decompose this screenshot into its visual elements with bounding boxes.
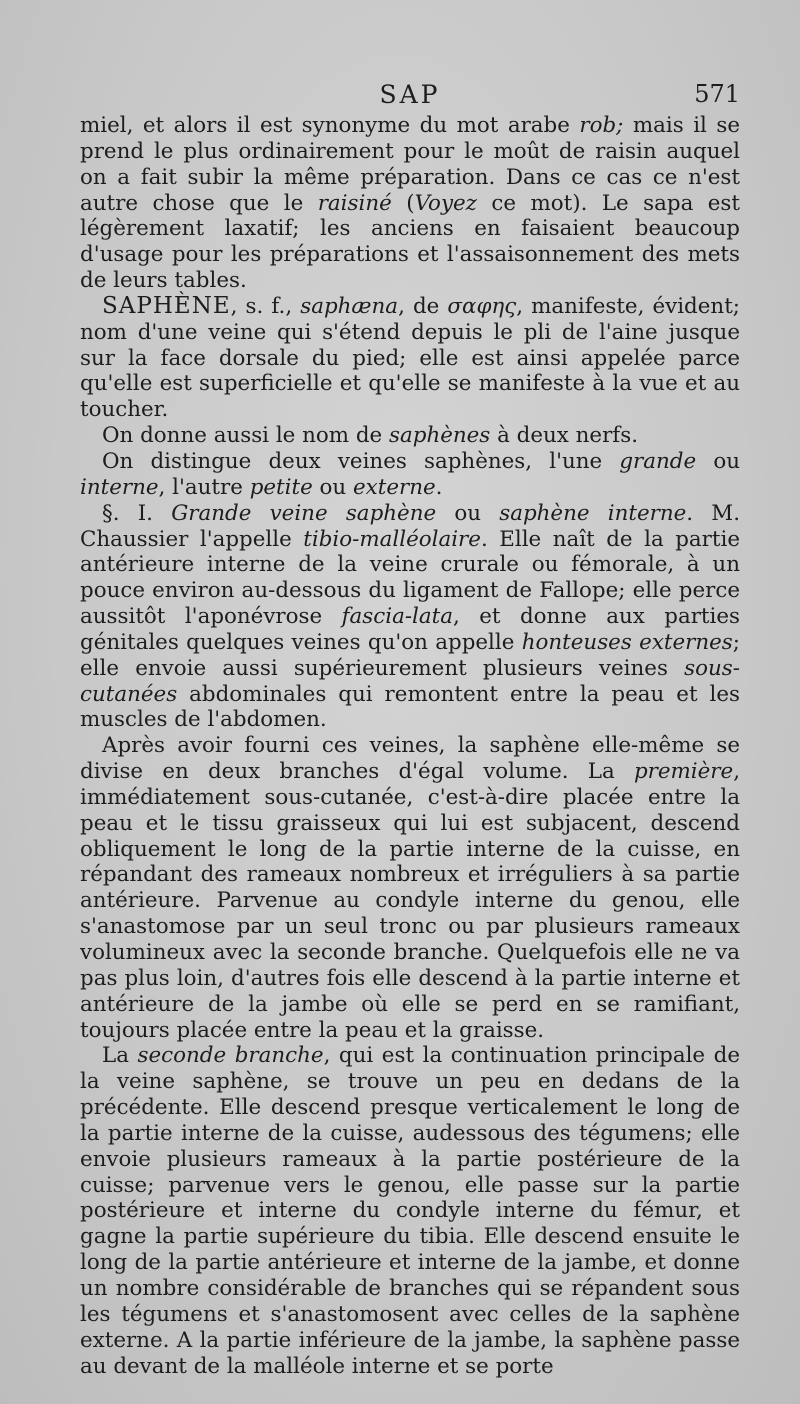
text-run: , l'autre [158,474,250,500]
greek-etymon: σαφης [447,293,517,319]
text-run: On donne aussi le nom de [102,423,390,449]
italic-term: externe [353,474,436,500]
running-head: SAP [379,80,441,109]
text-run: , et donne aux parties génitales quelques veines qu'on appelle [80,604,740,655]
italic-term: Voyez [414,190,477,216]
text-run: , s. f., [230,293,301,319]
paragraph-nerves [80,423,740,449]
italic-term: Grande veine saphène [171,500,437,526]
italic-term: première [633,759,734,785]
text-run: ou [436,500,500,526]
italic-term: sous-cutanées [80,655,740,707]
paragraph-saphene-entry [80,294,740,423]
text-run: . Elle naît de la partie antérieure interne de la veine crurale ou fémorale, à un pouce environ au-dessous du ligament de Fallope; elle perce aussitôt l'aponévrose [80,526,741,630]
italic-term: honteuses externes [521,629,733,655]
italic-term: fascia-lata [341,604,454,630]
paragraph-section-1 [80,501,740,734]
italic-term: rob; [579,113,624,138]
text-run: . M. Chaussier l'appelle [80,500,740,552]
text-run: Après avoir fourni ces veines, la saphène elle-même se divise en deux branches d'égal volume. La [80,733,740,785]
text-run: à deux nerfs. [490,423,638,449]
text-run: §. I. [102,500,172,526]
italic-term: tibio-malléolaire [303,526,481,552]
italic-term: raisiné [317,190,392,216]
text-run: , immédiatement sous-cutanée, c'est-à-dire placée entre la peau et le tissu graisseux qui lui est subjacent, descend obliquement le long de la partie interne de la cuisse, en répandant des rameaux nombreux et irréguliers à sa partie antérieure. Parvenue au condyle interne du genou, elle s'anastomose par un seul tronc ou par plusieurs rameaux volumineux avec la seconde branche. Quelquefois elle ne va pas plus loin, d'autres fois elle descend à la partie interne et antérieure de la jambe où elle se perd en se ramifiant, toujours placée entre la peau et la graisse. [80,759,740,1043]
text-run: ( [391,190,415,216]
italic-term: seconde branche [137,1043,324,1069]
text-run: miel, et alors il est synonyme du mot arabe [80,113,580,138]
text-run: , manifeste, évident; nom d'une veine qui s'étend depuis le pli de l'aine jusque sur la face dorsale du pied; elle est ainsi appelée parce qu'elle est superficielle et qu'elle se manifeste à la vue et au toucher. [80,293,740,423]
text-run: ce mot). Le sapa est légèrement laxatif; les anciens en faisaient beaucoup d'usage pour les préparations et l'assaisonnement des mets de leurs tables. [80,190,740,294]
italic-term: saphæna [300,293,399,319]
italic-term: grande [619,448,697,474]
text-run: ; elle envoie aussi supérieurement plusieurs veines [80,629,740,681]
italic-term: saphène interne [499,500,687,526]
italic-term: petite [249,474,313,500]
paragraph-first-branch [80,733,740,1043]
text-run: ou [312,474,353,500]
entry-headword: SAPHÈNE [102,292,231,319]
text-run: ou [696,448,740,474]
page-header [80,80,740,110]
text-run: mais il se prend le plus ordinairement pour le moût de raisin auquel on a fait subir la même préparation. Dans ce cas ce n'est autre chose que le [80,113,741,216]
paragraph-second-branch [80,1043,740,1379]
text-run: , de [398,293,448,319]
text-run: La [102,1043,138,1069]
paragraph-sapa-continuation [80,113,740,294]
text-run: , qui est la continuation principale de la veine saphène, se trouve un peu en dedans de la précédente. Elle descend presque verticalement le long de la partie interne de la cuisse, audessous des tégumens; elle envoie plusieurs rameaux à la partie postérieure de la cuisse; parvenue vers le genou, elle passe sur la partie postérieure et interne du condyle interne du fémur, et gagne la partie supérieure du tibia. Elle descend ensuite le long de la partie antérieure et interne de la jambe, et donne un nombre considérable de branches qui se répandent sous les tégumens et s'anastomosent avec celles de la saphène externe. A la partie inférieure de la jambe, la saphène passe au devant de la malléole interne et se porte [80,1043,740,1379]
paragraph-two-veins [80,449,740,501]
text-run: On distingue deux veines saphènes, l'une [102,448,620,474]
text-run: abdominales qui remontent entre la peau et les muscles de l'abdomen. [80,681,740,733]
body-text [80,113,740,1379]
page-number: 571 [694,80,740,108]
italic-term: saphènes [389,423,491,449]
italic-term: interne [80,474,159,500]
text-run: . [435,474,443,500]
